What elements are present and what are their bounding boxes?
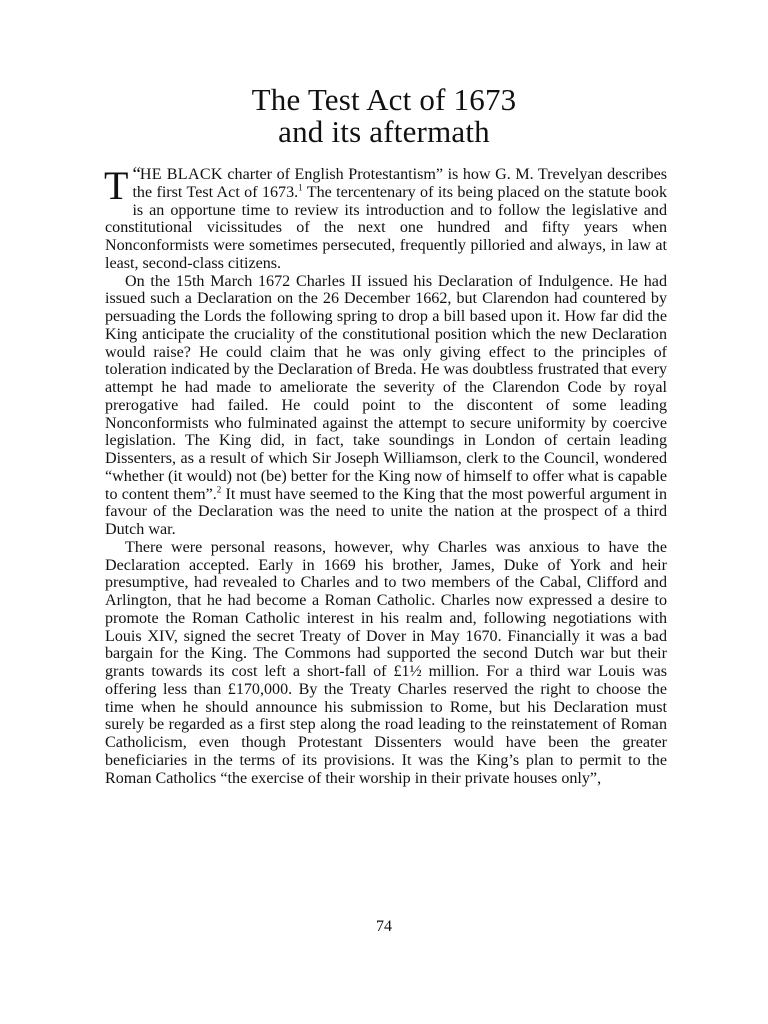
drop-cap: T <box>104 163 129 208</box>
footnote-ref-2: 2 <box>216 484 222 495</box>
title-line-2: and its aftermath <box>278 114 490 149</box>
paragraph-2 <box>105 273 667 539</box>
paragraph-text-continued: It must have seemed to the King that the most powerful argument in favour of the Declaration was the need to unite the nation at the prospect of a third Dutch war. <box>105 485 667 538</box>
paragraph-text-continued: The tercentenary of its being placed on the statute book is an opportune time to review its introduction and to follow the legislative and constitutional vicissitudes of the next one hundred and fifty years when Nonconformists were sometimes persecuted, frequently pilloried and always, in law at least, second-class citizens. <box>105 183 667 272</box>
title-line-1: The Test Act of 1673 <box>251 82 517 117</box>
footnote-ref-1: 1 <box>298 182 303 193</box>
article-body <box>104 163 668 787</box>
lead-caps: HE BLACK <box>139 166 223 183</box>
paragraph-text: charter of English Protestantism” is how G. M. Trevelyan describes the first Test Act of 1673. <box>132 166 668 201</box>
page-number: 74 <box>376 918 392 935</box>
opening-quote: “ <box>132 164 140 185</box>
paragraph-text: On the 15th March 1672 Charles II issued his Declaration of Indulgence. He had issued such a Declaration on the 26 December 1662, but Clarendon had countered by persuading the Lords the following spring to drop a bill based upon it. How far did the King anticipate the cruciality of the constitutional position which the new Declaration would raise? He could claim that he was only giving effect to the principles of toleration indicated by the Declaration of Breda. He was doubtless frustrated that every attempt he had made to ameliorate the severity of the Clarendon Code by royal prerogative had failed. He could point to the discontent of some leading Nonconformists who fulminated against the attempt to secure uniformity by coercive legislation. The King did, in fact, take soundings in London of certain leading Dissenters, as a result of which Sir Joseph Williamson, clerk to the Council, wondered “whether (it would) not (be) better for the King now of himself to offer what is capable to content them”. <box>105 272 667 503</box>
paragraph-3 <box>105 539 667 788</box>
paragraph-text: There were personal reasons, however, why Charles was anxious to have the Declaration accepted. Early in 1669 his brother, James, Duke of York and heir presumptive, had revealed to Charles and to two members of the Cabal, Clifford and Arlington, that he had become a Roman Catholic. Charles now expressed a desire to promote the Roman Catholic interest in his realm and, following negotiations with Louis XIV, signed the secret Treaty of Dover in May 1670. Financially it was a bad bargain for the King. The Commons had supported the second Dutch war but their grants towards its cost left a short-fall of £1½ million. For a third war Louis was offering less than £170,000. By the Treaty Charles reserved the right to choose the time when he should announce his submission to Rome, but his Declaration must surely be regarded as a first step along the road leading to the reinstatement of Roman Catholicism, even though Protestant Dissenters would have been the greater beneficiaries in the terms of its provisions. It was the King’s plan to permit to the Roman Catholics “the exercise of their worship in their private houses only”, <box>105 538 667 787</box>
paragraph-1 <box>104 163 668 273</box>
article-title <box>0 84 768 148</box>
